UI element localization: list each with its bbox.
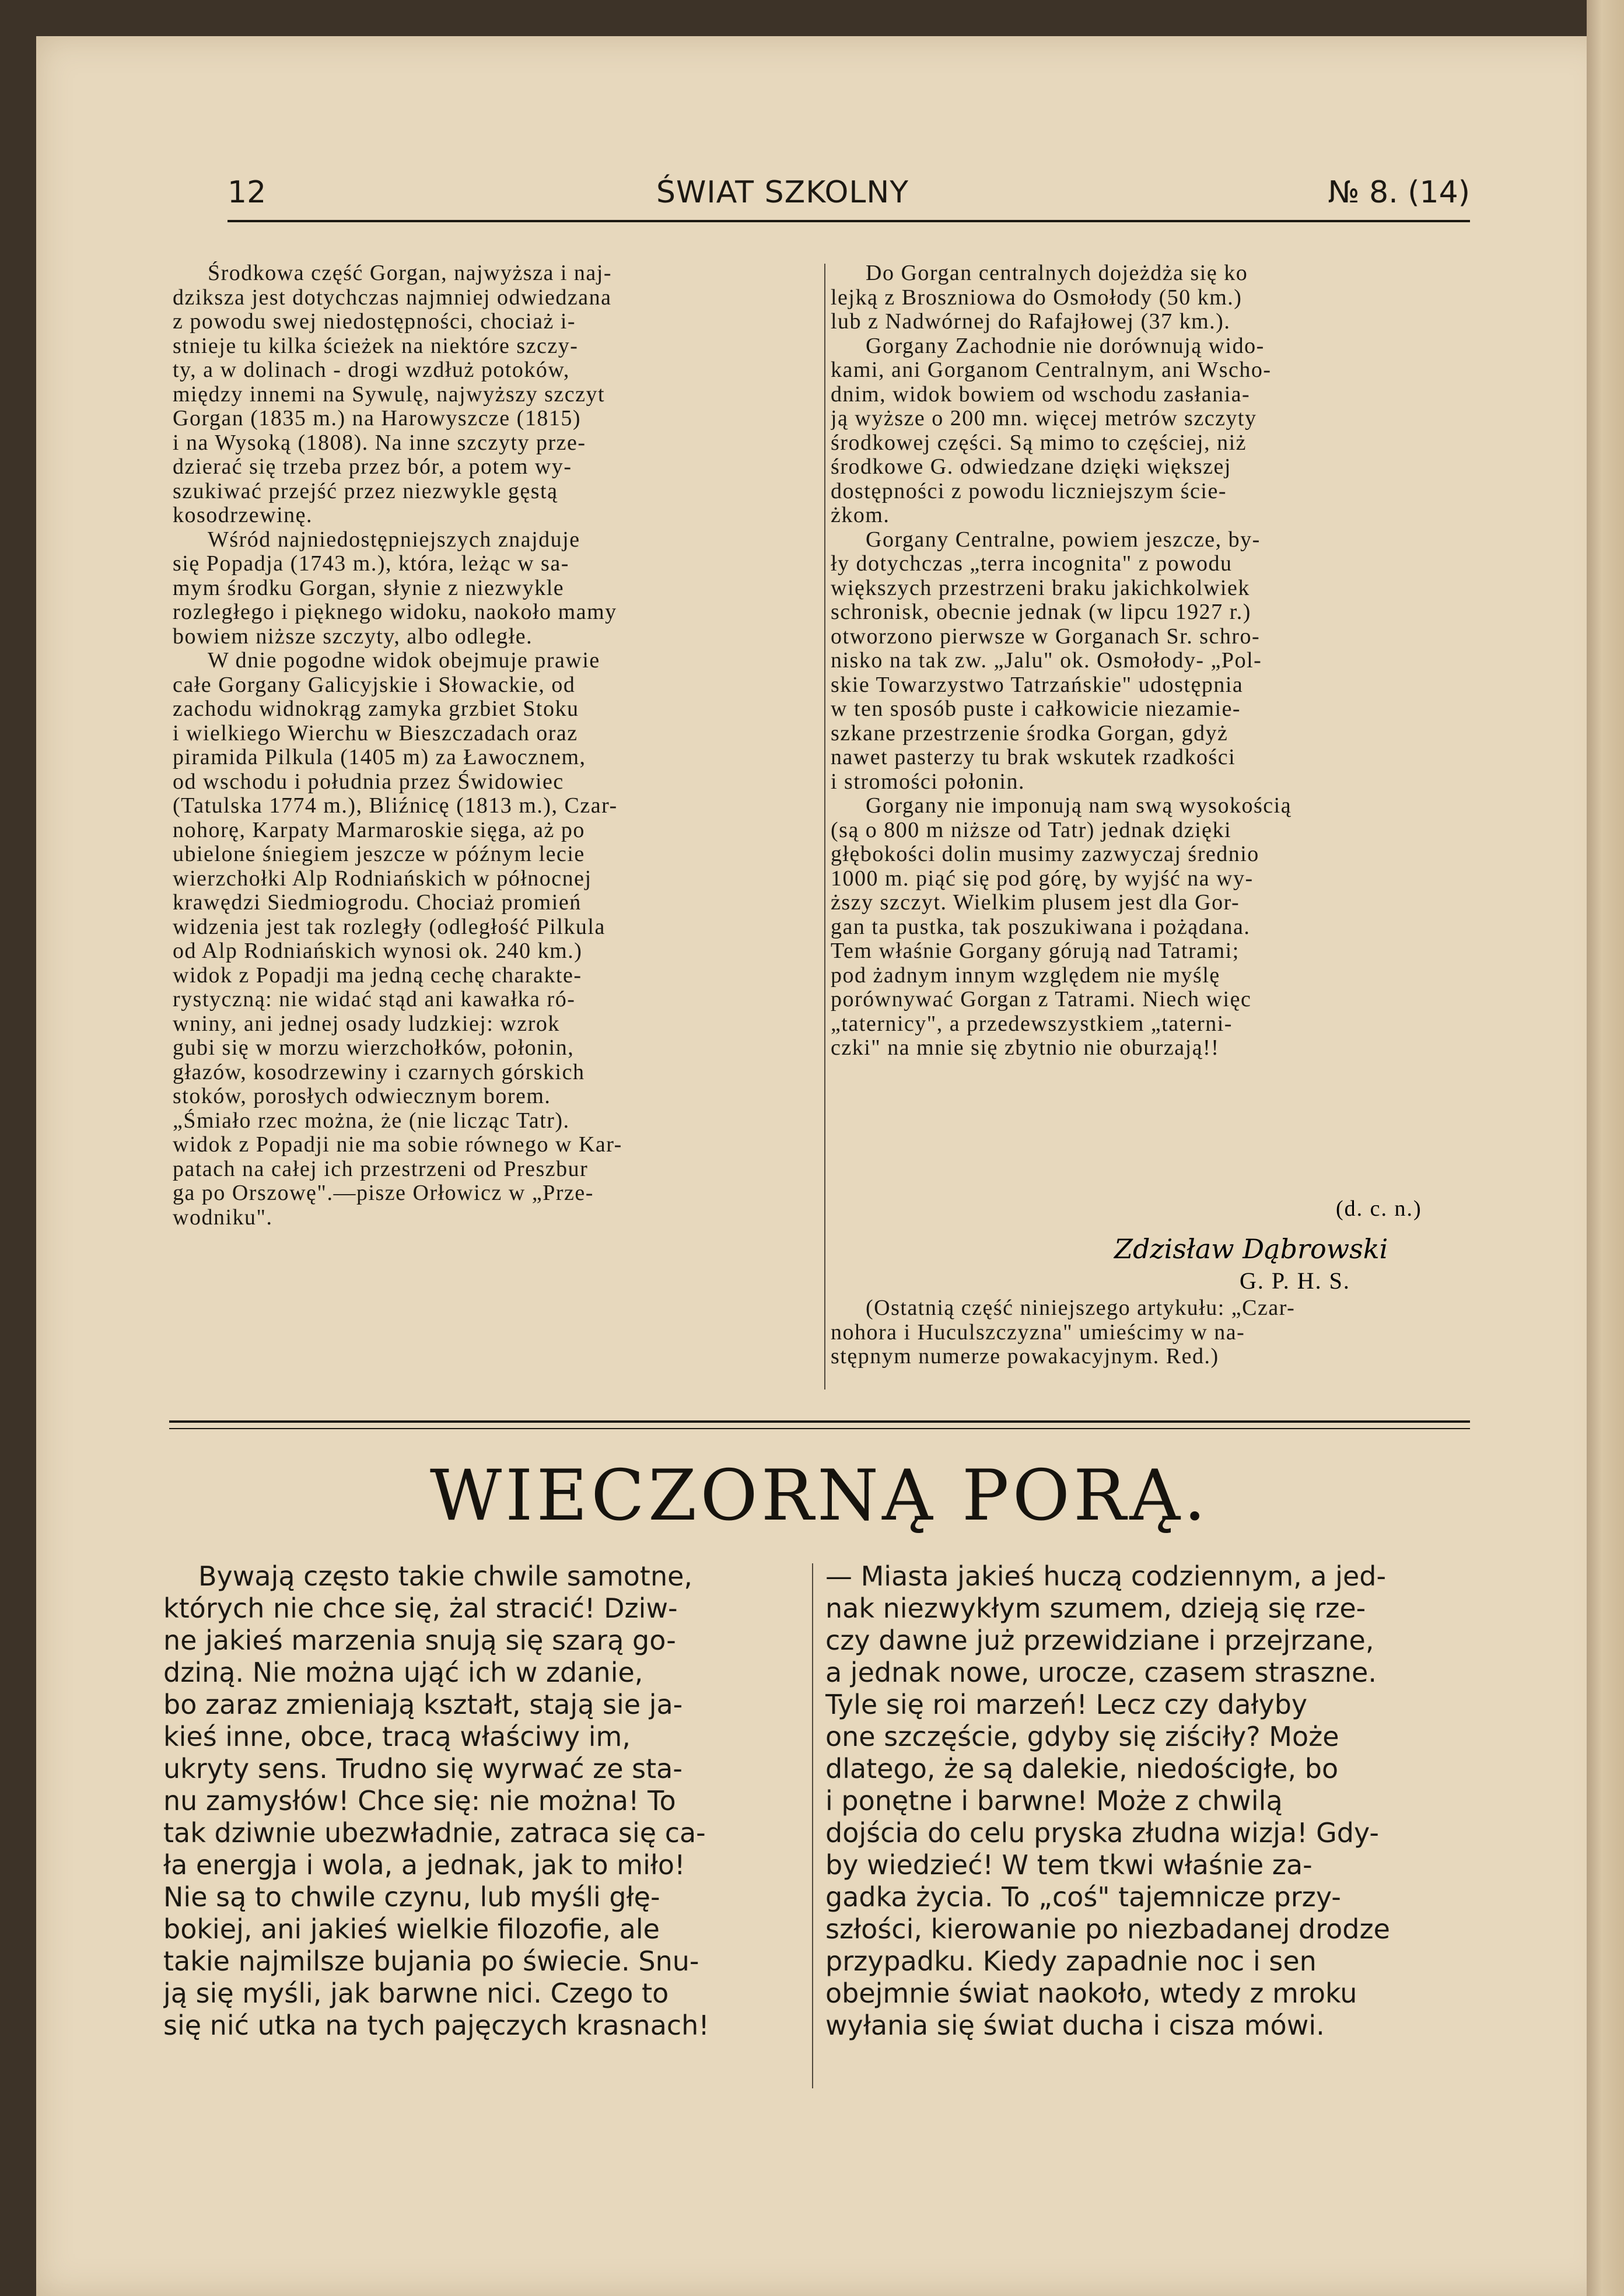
text-line: i stromości połonin. [831, 769, 1025, 794]
section-rule-bottom [169, 1428, 1470, 1429]
to-be-continued: (d. c. n.) [1336, 1196, 1422, 1221]
author-signature: Zdzisław Dąbrowski [1114, 1233, 1388, 1265]
text-line: bo zaraz zmieniają kształt, stają sie ja- [163, 1689, 683, 1720]
text-line: patach na całej ich przestrzeni od Preszbur [173, 1157, 589, 1181]
text-line: ły dotychczas „terra incognita" z powodu [831, 552, 1233, 576]
text-line: tak dziwnie ubezwładnie, zatraca się ca- [163, 1817, 706, 1849]
text-line: kosodrzewinę. [173, 503, 313, 527]
text-line: nisko na tak zw. „Jalu" ok. Osmołody- „Pol- [831, 649, 1262, 673]
text-line: nak niezwykłym szumem, dzieją się rze- [825, 1592, 1366, 1624]
text-line: Bywają często takie chwile samotne, [198, 1560, 693, 1592]
text-line: ją wyższe o 200 mn. więcej metrów szczyty [831, 407, 1257, 430]
article-column-left [173, 261, 802, 1230]
text-line: i na Wysoką (1808). Na inne szczyty prze- [173, 430, 586, 455]
text-line: „Śmiało rzec można, że (nie licząc Tatr). [173, 1108, 570, 1133]
text-line: lejką z Broszniowa do Osmołody (50 km.) [831, 285, 1242, 310]
text-line: bokiej, ani jakieś wielkie filozofie, ale [163, 1913, 660, 1945]
section-rule-top [169, 1420, 1470, 1423]
text-line: stępnym numerze powakacyjnym. Red.) [831, 1345, 1219, 1368]
text-line: szłości, kierowanie po niezbadanej drodze [825, 1913, 1390, 1945]
header-rule [228, 220, 1470, 222]
text-line: otworzono pierwsze w Gorganach Sr. schro- [831, 624, 1261, 649]
text-line: wyłania się świat ducha i cisza mówi. [825, 2010, 1325, 2041]
text-line: od wschodu i południa przez Świdowiec [173, 769, 564, 794]
text-line: obejmnie świat naokoło, wtedy z mroku [825, 1978, 1357, 2009]
text-line: dziną. Nie można ująć ich w zdanie, [163, 1657, 643, 1688]
column-divider [824, 264, 825, 1390]
text-line: stoków, porosłych odwiecznym borem. [173, 1084, 551, 1108]
text-line: stnieje tu kilka ścieżek na niektóre szczy- [173, 334, 579, 358]
text-line: wierzchołki Alp Rodniańskich w północnej [173, 866, 592, 891]
text-line: Gorgany nie imponują nam swą wysokością [866, 794, 1292, 818]
text-line: widok z Popadji ma jedną cechę charakte- [173, 963, 582, 988]
text-line: nohora i Huculszczyzna" umieścimy w na- [831, 1320, 1245, 1345]
author-organization: G. P. H. S. [1240, 1268, 1350, 1294]
text-line: się Popadja (1743 m.), która, leżąc w sa- [173, 552, 569, 576]
text-line: żkom. [831, 503, 890, 527]
text-line: od Alp Rodniańskich wynosi ok. 240 km.) [173, 939, 583, 963]
text-line: gan ta pustka, tak poszukiwana i pożądana. [831, 915, 1251, 939]
text-line: gadka życia. To „coś" tajemnicze przy- [825, 1881, 1341, 1913]
text-line: Gorgany Centralne, powiem jeszcze, by- [866, 527, 1261, 552]
text-line: krawędzi Siedmiogrodu. Chociaż promień [173, 891, 582, 915]
text-line: ubielone śniegiem jeszcze w późnym lecie [173, 842, 585, 866]
text-line: one szczęście, gdyby się ziściły? Może [825, 1721, 1339, 1752]
text-line: W dnie pogodne widok obejmuje prawie [208, 649, 600, 673]
text-line: dostępności z powodu liczniejszym ście- [831, 479, 1227, 503]
text-line: ty, a w dolinach - drogi wzdłuż potoków, [173, 358, 570, 382]
text-line: ga po Orszowę".—pisze Orłowicz w „Prze- [173, 1181, 594, 1205]
text-line: Nie są to chwile czynu, lub myśli głę- [163, 1881, 660, 1913]
text-line: a jednak nowe, urocze, czasem straszne. [825, 1657, 1377, 1688]
text-line: nawet pasterzy tu brak wskutek rzadkości [831, 746, 1236, 769]
text-line: wniny, ani jednej osady ludzkiej: wzrok [173, 1012, 560, 1036]
text-line: kieś inne, obce, tracą właściwy im, [163, 1721, 631, 1752]
text-line: przypadku. Kiedy zapadnie noc i sen [825, 1945, 1317, 1977]
text-line: wodniku". [173, 1205, 273, 1230]
text-line: Środkowa część Gorgan, najwyższa i naj- [208, 261, 612, 285]
text-line: i wielkiego Wierchu w Bieszczadach oraz [173, 721, 578, 746]
text-line: skie Towarzystwo Tatrzańskie" udostępnia [831, 673, 1244, 697]
text-line: Do Gorgan centralnych dojeżdża się ko [866, 261, 1248, 285]
text-line: lub z Nadwórnej do Rafajłowej (37 km.). [831, 310, 1231, 334]
text-line: schronisk, obecnie jednak (w lipcu 1927 r.) [831, 600, 1251, 624]
text-line: dzierać się trzeba przez bór, a potem wy- [173, 455, 572, 479]
text-line: dziksza jest dotychczas najmniej odwiedzana [173, 285, 612, 310]
text-line: się nić utka na tych pajęczych krasnach! [163, 2010, 709, 2041]
text-line: między innemi na Sywulę, najwyższy szczyt [173, 382, 606, 407]
text-line: dlatego, że są dalekie, niedościgłe, bo [825, 1753, 1339, 1784]
text-line: w ten sposób puste i całkowicie niezamie- [831, 697, 1241, 721]
text-line: piramida Pilkula (1405 m) za Ławocznem, [173, 746, 586, 769]
text-line: czy dawne już przewidziane i przejrzane, [825, 1625, 1374, 1656]
text-line: czki" na mnie się zbytnio nie oburzają!! [831, 1036, 1220, 1060]
text-line: bowiem niższe szczyty, albo odległe. [173, 624, 533, 649]
text-line: głazów, kosodrzewiny i czarnych górskich [173, 1060, 585, 1084]
text-line: widzenia jest tak rozległy (odległość Pilkula [173, 915, 606, 939]
running-head [228, 175, 1470, 222]
text-line: których nie chce się, żal stracić! Dziw- [163, 1592, 678, 1624]
page-number: 12 [228, 175, 267, 210]
text-line: by wiedzieć! W tem tkwi właśnie za- [825, 1849, 1312, 1881]
text-line: i ponętne i barwne! Może z chwilą [825, 1785, 1283, 1817]
text-line: „taternicy", a przedewszystkiem „taterni- [831, 1012, 1233, 1036]
text-line: zachodu widnokrąg zamyka grzbiet Stoku [173, 697, 579, 721]
text-line: (Ostatnią część niniejszego artykułu: „Czar- [866, 1296, 1296, 1320]
text-line: — Miasta jakieś huczą codziennym, a jed- [825, 1560, 1387, 1592]
text-line: całe Gorgany Galicyjskie i Słowackie, od [173, 673, 576, 697]
text-line: z powodu swej niedostępności, chociaż i- [173, 310, 576, 334]
text-line: (są o 800 m niższe od Tatr) jednak dzięki [831, 818, 1232, 842]
text-line: Tem właśnie Gorgany górują nad Tatrami; [831, 939, 1240, 963]
text-line: Gorgany Zachodnie nie dorównują wido- [866, 334, 1265, 358]
text-line: mym środku Gorgan, słynie z niezwykle [173, 576, 565, 600]
text-line: ukryty sens. Trudno się wyrwać ze sta- [163, 1753, 682, 1784]
article-title: WIECZORNĄ PORĄ. [429, 1455, 1210, 1536]
text-line: większych przestrzeni braku jakichkolwiek [831, 576, 1250, 600]
text-line: gubi się w morzu wierzchołków, połonin, [173, 1036, 575, 1060]
text-line: szkane przestrzenie środka Gorgan, gdyż [831, 721, 1228, 746]
text-line: kami, ani Gorganom Centralnym, ani Wscho- [831, 358, 1272, 382]
issue-number: № 8. (14) [1328, 175, 1470, 210]
text-line: środkowej części. Są mimo to częściej, niż [831, 430, 1247, 455]
text-line: środkowe G. odwiedzane dzięki większej [831, 455, 1231, 479]
text-line: (Tatulska 1774 m.), Bliźnicę (1813 m.), Czar- [173, 794, 618, 818]
text-line: głębokości dolin musimy zazwyczaj średnio [831, 842, 1259, 866]
text-line: porównywać Gorgan z Tatrami. Niech więc [831, 988, 1252, 1012]
text-line: dnim, widok bowiem od wschodu zasłania- [831, 382, 1251, 407]
editor-note [831, 1296, 1478, 1369]
text-line: nohorę, Karpaty Marmaroskie sięga, aż po [173, 818, 585, 842]
text-line: pod żadnym innym względem nie myślę [831, 963, 1220, 988]
text-line: dojścia do celu pryska złudna wizja! Gdy- [825, 1817, 1379, 1849]
next-page-edge [1587, 0, 1624, 2296]
text-line: rystyczną: nie widać stąd ani kawałka ró- [173, 988, 576, 1012]
text-line: Tyle się roi marzeń! Lecz czy dałyby [825, 1689, 1308, 1720]
text-line: widok z Popadji nie ma sobie równego w Kar- [173, 1133, 622, 1157]
text-line: takie najmilsze bujania po świecie. Snu- [163, 1945, 699, 1977]
text-line: szukiwać przejść przez niezwykle gęstą [173, 479, 558, 503]
essay-column-divider [812, 1563, 813, 2088]
essay-column-left [163, 1560, 805, 2042]
text-line: ła energja i wola, a jednak, jak to miło! [163, 1849, 685, 1881]
text-line: Gorgan (1835 m.) na Harowyszcze (1815) [173, 407, 581, 430]
text-line: ższy szczyt. Wielkim plusem jest dla Gor- [831, 891, 1240, 915]
text-line: ją się myśli, jak barwne nici. Czego to [163, 1978, 669, 2009]
text-line: nu zamysłów! Chce się: nie można! To [163, 1785, 676, 1817]
text-line: ne jakieś marzenia snują się szarą go- [163, 1625, 676, 1656]
text-line: 1000 m. piąć się pod górę, by wyjść na wy- [831, 866, 1254, 891]
essay-column-right [825, 1560, 1467, 2042]
text-line: rozległego i pięknego widoku, naokoło mamy [173, 600, 617, 624]
magazine-title: ŚWIAT SZKOLNY [656, 175, 909, 210]
text-line: Wśród najniedostępniejszych znajduje [208, 527, 580, 552]
article-column-right [831, 261, 1478, 1060]
